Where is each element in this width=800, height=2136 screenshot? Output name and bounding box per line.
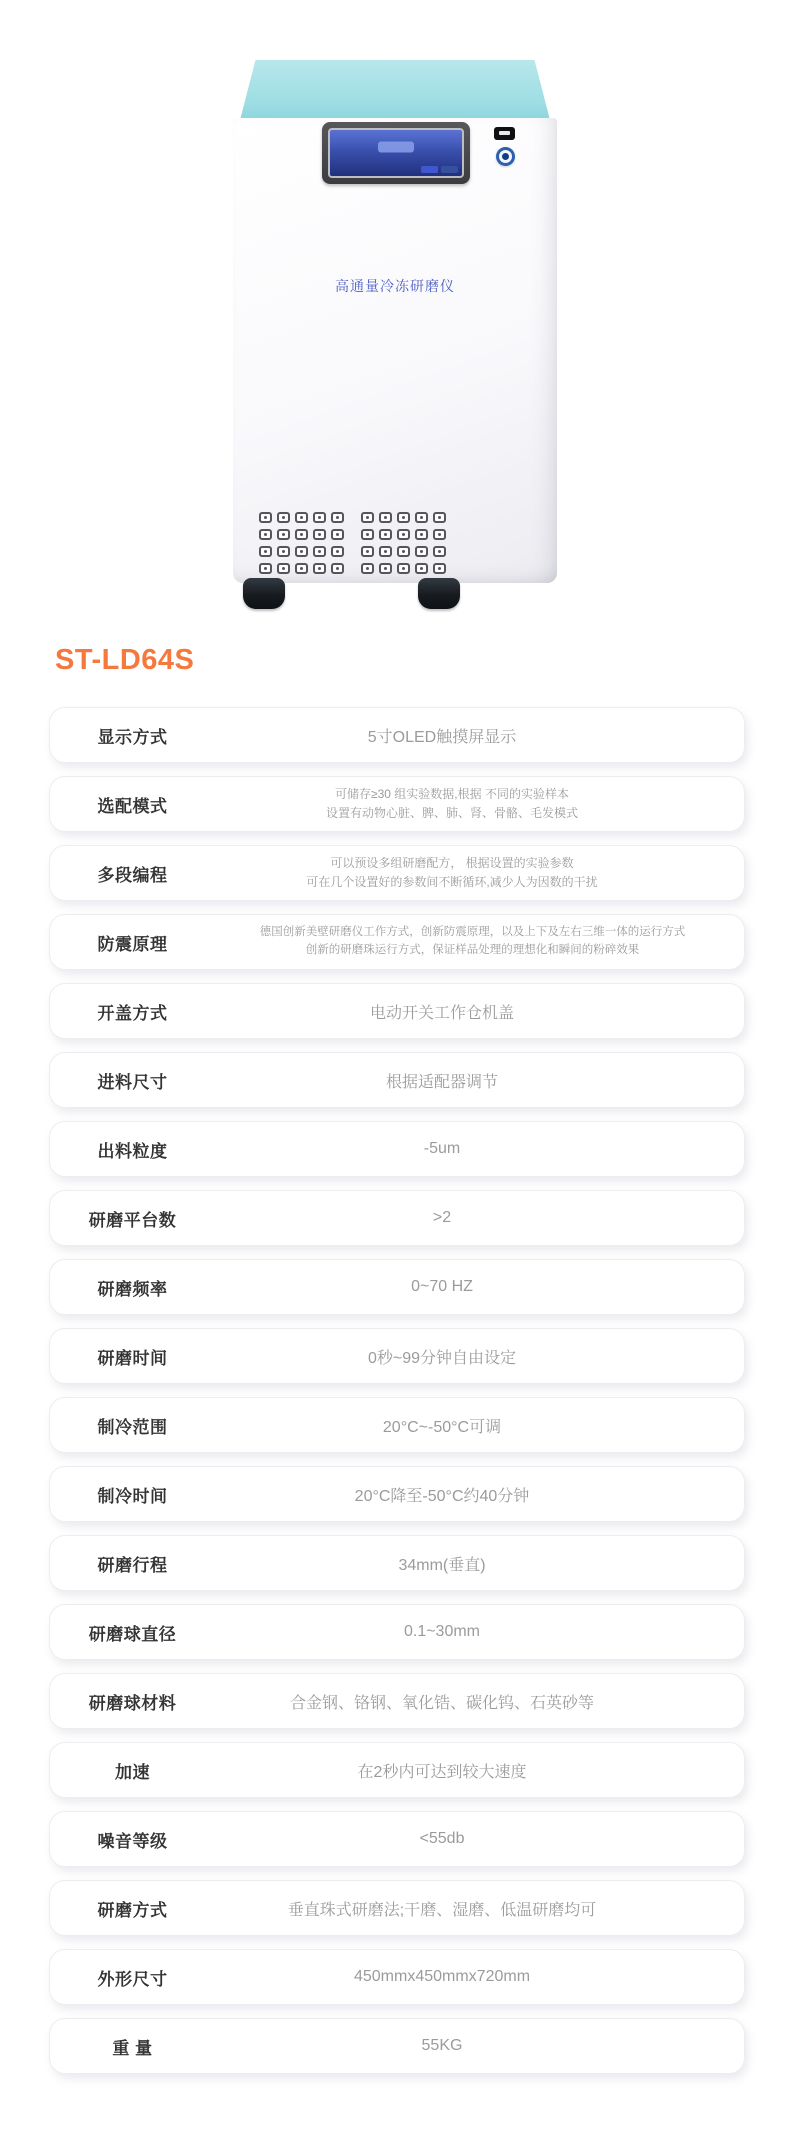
spec-row [49,2018,745,2074]
spec-value [215,1414,744,1437]
spec-row [49,776,745,832]
spec-value-line: 可以预设多组研磨配方， 根据设置的实验参数 [330,855,574,870]
brand-logo-icon [496,147,515,166]
spec-value [215,854,744,892]
vent-hole [379,529,392,540]
machine-foot-right [418,578,460,609]
spec-row [49,1259,745,1315]
spec-value [215,1897,744,1920]
vent-hole [259,563,272,574]
vent-hole [397,529,410,540]
spec-value-line: 55KG [421,2037,463,2054]
spec-row [49,914,745,970]
spec-label: 出料粒度 [97,1141,168,1161]
vent-hole [415,563,428,574]
vent-hole [295,563,308,574]
spec-row [49,1190,745,1246]
vent-hole [277,529,290,540]
vent-hole [379,546,392,557]
spec-value-line: 垂直珠式研磨法;干磨、湿磨、低温研磨均可 [287,1901,597,1919]
screen-button [378,142,414,153]
spec-value-line: 0~70 HZ [411,1278,473,1295]
spec-row [49,707,745,763]
vent-hole [295,546,308,557]
spec-value-line: 合金钢、铬钢、氧化锆、碳化钨、石英砂等 [289,1694,594,1712]
spec-value [215,1623,744,1641]
spec-value [215,924,744,960]
vent-hole [295,529,308,540]
vent-hole [361,563,374,574]
spec-label: 研磨行程 [97,1555,168,1575]
spec-value [215,1000,744,1023]
vent-hole [415,546,428,557]
spec-value [215,1209,744,1227]
product-image [0,0,800,620]
spec-label: 重 量 [112,2038,153,2058]
vent-hole [277,512,290,523]
spec-value [215,785,744,823]
spec-value-line: 根据适配器调节 [385,1073,498,1091]
spec-row [49,1397,745,1453]
spec-value-line: 创新的研磨珠运行方式，保证样品处理的理想化和瞬间的粉碎效果 [305,944,640,956]
spec-label: 制冷时间 [97,1486,168,1506]
spec-row [49,1811,745,1867]
spec-row [49,1949,745,2005]
spec-value-line: 34mm(垂直) [398,1556,486,1574]
vent-hole [433,512,446,523]
vent-hole [433,546,446,557]
spec-value [215,1140,744,1158]
spec-value [215,1552,744,1575]
spec-row [49,1742,745,1798]
spec-label: 进料尺寸 [97,1072,168,1092]
spec-value-line: 电动开关工作仓机盖 [369,1004,514,1022]
spec-value [215,1483,744,1506]
spec-label: 外形尺寸 [97,1969,168,1989]
vent-hole [259,512,272,523]
spec-value [215,1345,744,1368]
vent-hole [277,546,290,557]
spec-value-line: >2 [432,1209,452,1226]
spec-row [49,1535,745,1591]
vent-grille-left [259,512,344,574]
spec-row [49,1328,745,1384]
spec-row [49,1604,745,1660]
spec-value [215,1968,744,1986]
spec-row [49,845,745,901]
vent-hole [313,563,326,574]
spec-label: 制冷范围 [97,1417,168,1437]
vent-hole [361,529,374,540]
touchscreen-display [322,122,470,184]
spec-row [49,1466,745,1522]
vent-hole [361,546,374,557]
spec-label: 研磨时间 [97,1348,168,1368]
usb-port [494,127,515,140]
vent-hole [277,563,290,574]
screen-button [421,166,438,173]
spec-value [215,2037,744,2055]
vent-hole [331,512,344,523]
vent-hole [313,529,326,540]
vent-hole [331,546,344,557]
vent-hole [397,546,410,557]
spec-value-line: 450mmx450mmx720mm [353,1968,531,1985]
spec-label: 开盖方式 [97,1003,168,1023]
vent-hole [415,529,428,540]
machine-foot-left [243,578,285,609]
vent-hole [379,563,392,574]
spec-label: 研磨球材料 [88,1693,177,1713]
spec-label: 选配模式 [97,796,168,816]
vent-hole [433,563,446,574]
spec-value-line: 在2秒内可达到较大速度 [357,1763,527,1781]
vent-hole [313,546,326,557]
vent-hole [259,546,272,557]
spec-value-line: 可在几个设置好的参数间不断循环,减少人为因数的干扰 [306,875,598,889]
spec-list [49,707,745,2087]
spec-value-line: 20°C~-50°C可调 [382,1418,502,1436]
spec-value-line: 20°C降至-50°C约40分钟 [354,1487,530,1505]
spec-label: 研磨频率 [97,1279,168,1299]
vent-hole [397,563,410,574]
vent-hole [415,512,428,523]
vent-hole [331,563,344,574]
spec-value-line: 0秒~99分钟自由设定 [367,1349,517,1367]
vent-grille-right [361,512,446,574]
spec-value-line: 设置有动物心脏、脾、肺、肾、骨骼、毛发模式 [325,806,578,820]
spec-value-line: 德国创新美壁研磨仪工作方式，创新防震原理，以及上下及左右三维一体的运行方式 [259,926,686,939]
vent-hole [397,512,410,523]
spec-value [215,1690,744,1713]
spec-row [49,1052,745,1108]
spec-value-line: <55db [419,1830,465,1847]
spec-label: 多段编程 [97,865,168,885]
spec-label: 研磨球直径 [88,1624,177,1644]
vent-hole [361,512,374,523]
vent-hole [433,529,446,540]
machine-top-panel [240,60,550,120]
spec-row [49,1121,745,1177]
vent-hole [313,512,326,523]
machine-front-label: 高通量冷冻研磨仪 [335,278,455,294]
touchscreen-glass [328,128,464,178]
vent-hole [295,512,308,523]
spec-row [49,1880,745,1936]
spec-label: 加速 [115,1762,150,1782]
spec-value [215,1759,744,1782]
spec-row [49,983,745,1039]
spec-row [49,1673,745,1729]
spec-value [215,1830,744,1848]
vent-hole [331,529,344,540]
spec-value-line: 5寸OLED触摸屏显示 [367,728,517,746]
spec-label: 显示方式 [97,727,168,747]
spec-label: 研磨方式 [97,1900,168,1920]
spec-value-line: -5um [423,1140,461,1157]
spec-value [215,1069,744,1092]
vent-hole [259,529,272,540]
spec-value [215,724,744,747]
screen-button [441,166,458,173]
spec-label: 防震原理 [97,934,168,954]
spec-value [215,1278,744,1296]
spec-label: 噪音等级 [97,1831,168,1851]
vent-hole [379,512,392,523]
spec-label: 研磨平台数 [88,1210,177,1230]
model-title: ST-LD64S [55,644,195,676]
spec-value-line: 可储存≥30 组实验数据,根据 不同的实验样本 [335,786,569,801]
spec-value-line: 0.1~30mm [403,1623,481,1640]
